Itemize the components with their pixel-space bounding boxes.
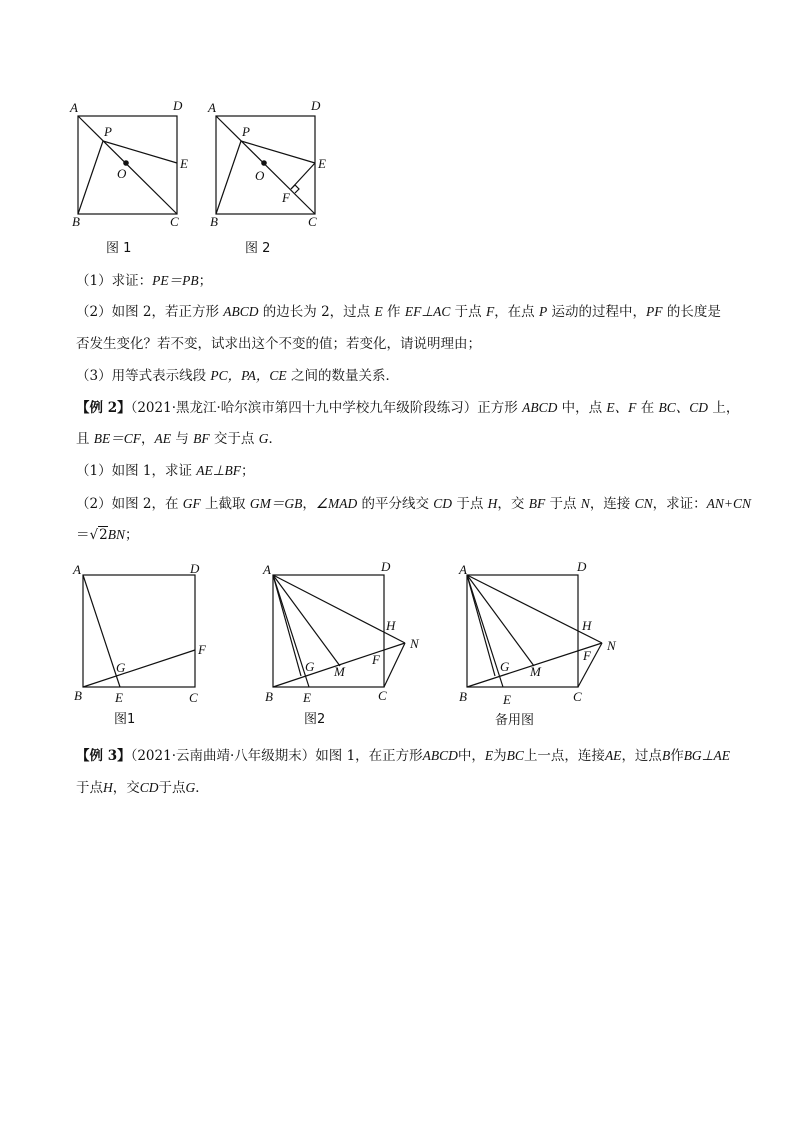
sqrt-sign: √: [89, 527, 99, 543]
ex1-q2-line2: 否发生变化？若不变，试求出这个不变的值；若变化，请说明理由；: [76, 336, 481, 352]
label-c: C: [378, 688, 387, 703]
ex1-q2-line1: （2）如图 2，若正方形 ABCD 的边长为 2，过点 E 作 EF⊥AC 于点 F，在点 P 运动的过程中，PF 的长度是: [76, 304, 721, 320]
label-b: B: [265, 689, 273, 704]
caption: 备用图: [495, 713, 535, 728]
ex2-q2-line1: （2）如图 2，在 GF 上截取 GM＝GB，∠MAD 的平分线交 CD 于点 H，交 BF 于点 N，连接 CN，求证：AN+CN: [76, 496, 751, 512]
ex3-line2: 于点H，交CD于点G．: [76, 780, 209, 796]
label-a: A: [208, 100, 216, 115]
label-e: E: [503, 692, 511, 707]
label-p: P: [104, 124, 112, 139]
ex1-q3: （3）用等式表示线段 PC，PA，CE 之间的数量关系．: [76, 368, 399, 384]
segment-ae: [467, 575, 503, 687]
caption: 图2: [304, 712, 326, 727]
label-e: E: [115, 690, 123, 705]
label-b: B: [74, 688, 82, 703]
label-d: D: [190, 561, 200, 576]
label-b: B: [210, 214, 218, 229]
label-e: E: [303, 690, 311, 705]
ex2-q2-line2: ＝√2BN；: [76, 527, 139, 543]
label-h: H: [582, 618, 592, 633]
ex2-line2: 且 BE＝CF，AE 与 BF 交于点 G．: [76, 431, 282, 447]
label-o: O: [117, 166, 127, 181]
segment-am: [467, 575, 534, 666]
label-b: B: [459, 689, 467, 704]
label-a: A: [459, 562, 467, 577]
caption: 图 2: [245, 241, 271, 256]
label-e: E: [318, 156, 326, 171]
label-d: D: [577, 559, 587, 574]
label-e: E: [180, 156, 188, 171]
label-a: A: [263, 562, 271, 577]
label-b: B: [72, 214, 80, 229]
ex2-line1: 【例 2】（2021·黑龙江·哈尔滨市第四十九中学校九年级阶段练习）正方形 ABCD 中，点 E、F 在 BC、CD 上，: [76, 400, 740, 416]
label-g: G: [116, 660, 126, 675]
label-g: G: [305, 659, 315, 674]
label-a: A: [73, 562, 81, 577]
label-m: M: [530, 664, 541, 679]
label-c: C: [170, 214, 179, 229]
caption: 图1: [114, 712, 136, 727]
label-a: A: [70, 100, 78, 115]
label-n: N: [607, 638, 616, 653]
ex1-q1: （1）求证：PE＝PB；: [76, 273, 213, 289]
label-f: F: [198, 642, 206, 657]
label-f: F: [372, 652, 380, 667]
label-h: H: [386, 618, 396, 633]
label-o: O: [255, 168, 265, 183]
segment-ag: [467, 575, 495, 676]
ex2-q1: （1）如图 1，求证 AE⊥BF；: [76, 463, 255, 479]
label-p: P: [242, 124, 250, 139]
label-f: F: [583, 648, 591, 663]
label-m: M: [334, 664, 345, 679]
square-abcd: [467, 575, 578, 687]
sqrt-radicand: 2: [99, 527, 108, 543]
label-g: G: [500, 659, 510, 674]
caption: 图 1: [106, 241, 132, 256]
label-c: C: [189, 690, 198, 705]
label-c: C: [308, 214, 317, 229]
label-d: D: [381, 559, 391, 574]
ex3-line1: 【例 3】（2021·云南曲靖·八年级期末）如图 1，在正方形ABCD中，E为BC上一点，连接AE，过点B作BG⊥AE: [76, 748, 730, 764]
label-f: F: [282, 190, 290, 205]
label-c: C: [573, 689, 582, 704]
label-d: D: [311, 98, 321, 113]
label-d: D: [173, 98, 183, 113]
label-n: N: [410, 636, 419, 651]
